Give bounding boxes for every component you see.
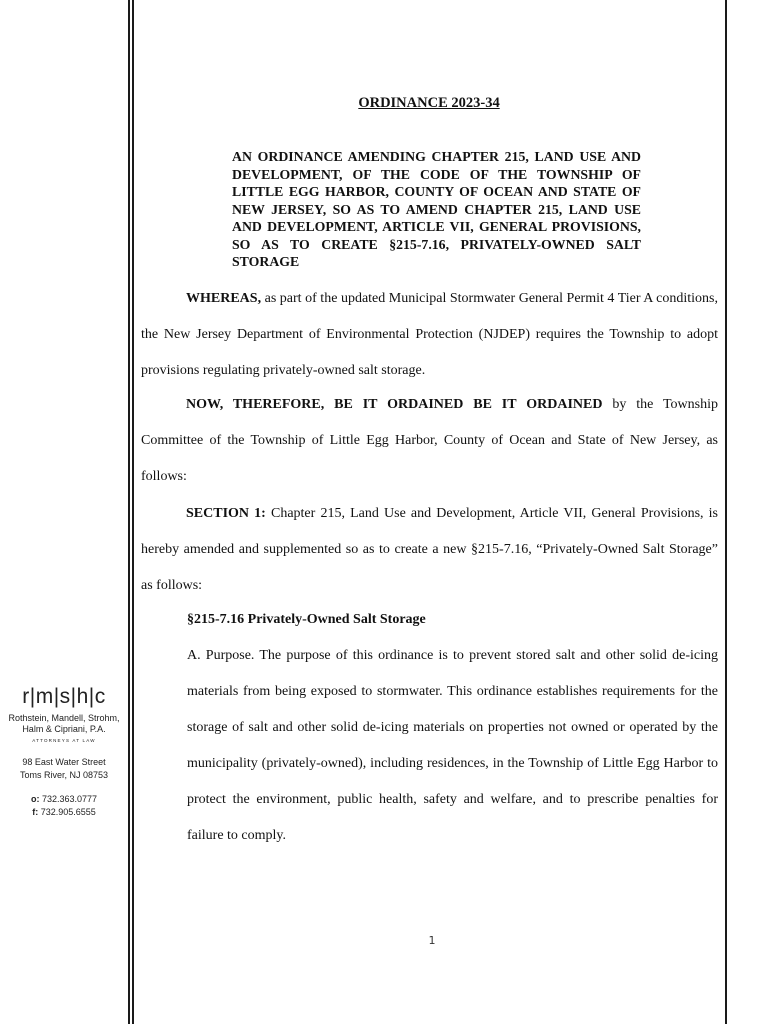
section1-text: Chapter 215, Land Use and Development, Article VII, General Provisions, is hereby amended and supplemented so as to create a new §215-7.16, “Privately-Owned Salt Storage” as follows: xyxy=(141,506,718,593)
whereas-text: as part of the updated Municipal Stormwater General Permit 4 Tier A conditions, the New Jersey Department of Environmental Protection (NJDEP) requires the Township to adopt provisions regulating privately-owned salt storage. xyxy=(141,291,718,378)
ordained-text: by the Township Committee of the Township of Little Egg Harbor, County of Ocean and State of New Jersey, as follows: xyxy=(141,397,718,484)
margin-rule-left xyxy=(128,0,130,1024)
section-title: §215-7.16 Privately-Owned Salt Storage xyxy=(187,612,426,627)
ordinance-title: ORDINANCE 2023-34 xyxy=(358,95,500,111)
fax-line xyxy=(0,806,128,819)
firm-tagline: ATTORNEYS AT LAW xyxy=(32,738,96,743)
address-line2: Toms River, NJ 08753 xyxy=(19,770,109,780)
margin-rule-left-inner xyxy=(132,0,134,1024)
office-phone: 732.363.0777 xyxy=(41,794,98,804)
page-number: 1 xyxy=(428,934,436,947)
ordinance-heading: AN ORDINANCE AMENDING CHAPTER 215, LAND USE AND DEVELOPMENT, OF THE CODE OF THE TOWNSHIP OF LITTLE EGG HARBOR, COUNTY OF OCEAN AND STATE OF NEW JERSEY, SO AS TO AMEND CHAPTER 215, LAND USE AND DEVELOPMENT, ARTICLE VII, GENERAL PROVISIONS, SO AS TO CREATE §215-7.16, PRIVATELY-OWNED SALT STORAGE xyxy=(232,149,641,269)
ordained-paragraph xyxy=(141,387,718,495)
firm-logo-mark: r|m|s|h|c xyxy=(22,685,106,708)
fax-label: f: xyxy=(32,807,39,817)
address-line1: 98 East Water Street xyxy=(22,757,106,767)
fax-phone: 732.905.6555 xyxy=(40,807,96,817)
office-phone-line xyxy=(0,793,128,806)
ordained-lead: NOW, THEREFORE, BE IT ORDAINED BE IT ORDAINED xyxy=(186,397,603,412)
whereas-paragraph xyxy=(141,281,718,389)
firm-address xyxy=(0,756,128,782)
firm-name-line1: Rothstein, Mandell, Strohm, xyxy=(8,713,120,723)
firm-phones xyxy=(0,793,128,819)
whereas-lead: WHEREAS, xyxy=(186,291,262,306)
section1-lead: SECTION 1: xyxy=(186,506,266,521)
office-label: o: xyxy=(30,794,40,804)
margin-rule-right xyxy=(725,0,727,1024)
section1-paragraph xyxy=(141,496,718,604)
firm-name-line2: Halm & Cipriani, P.A. xyxy=(22,724,106,734)
purpose-paragraph: A. Purpose. The purpose of this ordinance is to prevent stored salt and other solid de-icing materials from being exposed to stormwater. This ordinance establishes requirements for the storage of salt and other solid de-icing materials on properties not owned or operated by the municipality (privately-owned), including residences, in the Township of Little Egg Harbor to protect the environment, public health, safety and welfare, and to prescribe penalties for failure to comply. xyxy=(187,648,718,843)
firm-logo xyxy=(0,685,128,743)
